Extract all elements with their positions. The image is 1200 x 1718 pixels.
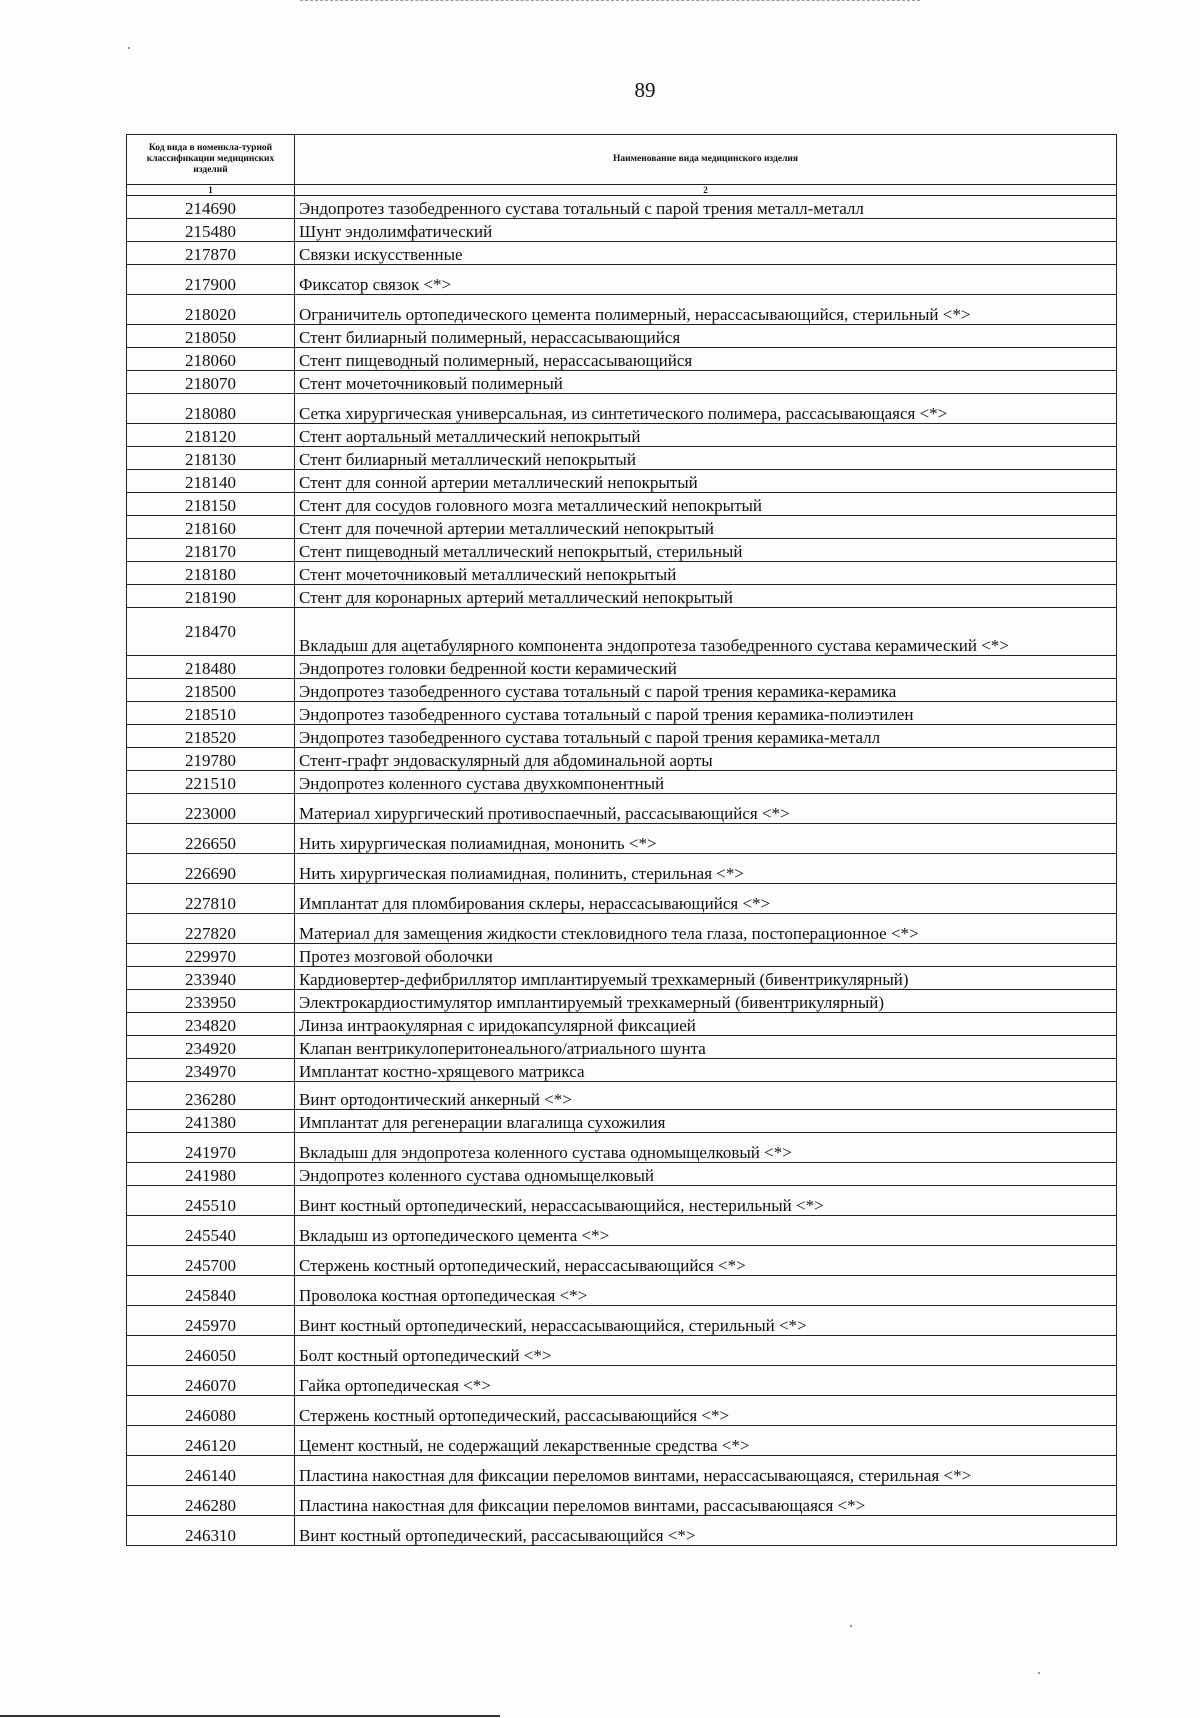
column-number-2: 2 [295,185,1117,196]
row-code-cell: 218190 [127,585,295,608]
table-row [127,219,1117,242]
row-name-cell: Болт костный ортопедический <*> [295,1336,1117,1366]
table-row [127,394,1117,424]
table-row [127,493,1117,516]
row-name-cell: Пластина накостная для фиксации переломов винтами, нерассасывающаяся, стерильная <*> [295,1456,1117,1486]
header-code-column: Код вида в номенкла-турной классификации медицинских изделий [127,135,295,185]
row-name-cell: Стержень костный ортопедический, рассасывающийся <*> [295,1396,1117,1426]
table-row [127,967,1117,990]
row-name-cell: Эндопротез тазобедренного сустава тотальный с парой трения керамика-керамика [295,679,1117,702]
row-code-cell: 245540 [127,1216,295,1246]
row-code-cell: 218150 [127,493,295,516]
table-row [127,702,1117,725]
table-row [127,854,1117,884]
table-row [127,470,1117,493]
header-name-column: Наименование вида медицинского изделия [295,135,1117,185]
row-name-cell: Имплантат костно-хрящевого матрикса [295,1059,1117,1082]
row-name-cell: Стент мочеточниковый полимерный [295,371,1117,394]
row-code-cell: 245970 [127,1306,295,1336]
table-row [127,748,1117,771]
row-code-cell: 218070 [127,371,295,394]
row-code-cell: 234820 [127,1013,295,1036]
row-name-cell: Связки искусственные [295,242,1117,265]
row-code-cell: 218160 [127,516,295,539]
table-row [127,1133,1117,1163]
table-row [127,1216,1117,1246]
row-code-cell: 218130 [127,447,295,470]
row-code-cell: 223000 [127,794,295,824]
table-row [127,1486,1117,1516]
row-name-cell: Эндопротез головки бедренной кости керамический [295,656,1117,679]
row-name-cell: Электрокардиостимулятор имплантируемый трехкамерный (бивентрикулярный) [295,990,1117,1013]
row-code-cell: 227820 [127,914,295,944]
row-name-cell: Эндопротез тазобедренного сустава тотальный с парой трения керамика-полиэтилен [295,702,1117,725]
row-name-cell: Винт ортодонтический анкерный <*> [295,1082,1117,1110]
row-code-cell: 246080 [127,1396,295,1426]
table-row [127,990,1117,1013]
table-row [127,1110,1117,1133]
row-code-cell: 246310 [127,1516,295,1546]
row-name-cell: Стержень костный ортопедический, нерассасывающийся <*> [295,1246,1117,1276]
row-code-cell: 218140 [127,470,295,493]
row-code-cell: 233940 [127,967,295,990]
table-row [127,371,1117,394]
page-number: 89 [634,78,656,102]
row-name-cell: Эндопротез тазобедренного сустава тотальный с парой трения металл-металл [295,196,1117,219]
table-row [127,295,1117,325]
table-row [127,944,1117,967]
table-header-row [127,135,1117,185]
row-name-cell: Стент-графт эндоваскулярный для абдоминальной аорты [295,748,1117,771]
row-code-cell: 218480 [127,656,295,679]
table-row [127,1059,1117,1082]
row-name-cell: Имплантат для пломбирования склеры, нерассасывающийся <*> [295,884,1117,914]
scan-speck [128,47,130,49]
row-name-cell: Стент для коронарных артерий металлический непокрытый [295,585,1117,608]
row-name-cell: Стент билиарный полимерный, нерассасывающийся [295,325,1117,348]
row-code-cell: 233950 [127,990,295,1013]
row-code-cell: 218520 [127,725,295,748]
scan-top-edge [300,0,920,3]
table-row [127,325,1117,348]
table-row [127,1163,1117,1186]
row-code-cell: 217870 [127,242,295,265]
table-row [127,1276,1117,1306]
table-row [127,1336,1117,1366]
row-code-cell: 241980 [127,1163,295,1186]
row-name-cell: Винт костный ортопедический, нерассасывающийся, стерильный <*> [295,1306,1117,1336]
row-code-cell: 234970 [127,1059,295,1082]
row-name-cell: Стент для сонной артерии металлический непокрытый [295,470,1117,493]
table-row [127,914,1117,944]
row-code-cell: 246120 [127,1426,295,1456]
table-body [127,196,1117,1546]
table-row [127,824,1117,854]
table-row [127,1426,1117,1456]
row-name-cell: Гайка ортопедическая <*> [295,1366,1117,1396]
row-code-cell: 229970 [127,944,295,967]
table-row [127,562,1117,585]
table-row [127,1036,1117,1059]
row-code-cell: 221510 [127,771,295,794]
row-name-cell: Стент для почечной артерии металлический непокрытый [295,516,1117,539]
row-code-cell: 246050 [127,1336,295,1366]
row-name-cell: Кардиовертер-дефибриллятор имплантируемый трехкамерный (бивентрикулярный) [295,967,1117,990]
row-name-cell: Стент пищеводный полимерный, нерассасывающийся [295,348,1117,371]
table-row [127,585,1117,608]
row-code-cell: 246280 [127,1486,295,1516]
row-code-cell: 218170 [127,539,295,562]
table-row [127,1516,1117,1546]
table-row [127,1082,1117,1110]
table-row [127,516,1117,539]
row-name-cell: Линза интраокулярная с иридокапсулярной фиксацией [295,1013,1117,1036]
row-name-cell: Клапан вентрикулоперитонеального/атриального шунта [295,1036,1117,1059]
row-code-cell: 236280 [127,1082,295,1110]
table-row [127,794,1117,824]
row-name-cell: Винт костный ортопедический, нерассасывающийся, нестерильный <*> [295,1186,1117,1216]
row-code-cell: 218020 [127,295,295,325]
row-code-cell: 241970 [127,1133,295,1163]
row-name-cell: Шунт эндолимфатический [295,219,1117,242]
row-name-cell: Эндопротез тазобедренного сустава тотальный с парой трения керамика-металл [295,725,1117,748]
table-row [127,679,1117,702]
row-code-cell: 226650 [127,824,295,854]
row-name-cell: Фиксатор связок <*> [295,265,1117,295]
table-row [127,656,1117,679]
scan-speck [1038,1672,1040,1674]
table-row [127,725,1117,748]
row-code-cell: 218470 [127,608,295,656]
row-name-cell: Стент аортальный металлический непокрытый [295,424,1117,447]
row-code-cell: 218120 [127,424,295,447]
row-code-cell: 218050 [127,325,295,348]
row-name-cell: Нить хирургическая полиамидная, полинить, стерильная <*> [295,854,1117,884]
table-row [127,265,1117,295]
row-name-cell: Стент билиарный металлический непокрытый [295,447,1117,470]
row-name-cell: Материал для замещения жидкости стекловидного тела глаза, постоперационное <*> [295,914,1117,944]
row-code-cell: 218080 [127,394,295,424]
table-row [127,1396,1117,1426]
table-row [127,884,1117,914]
row-name-cell: Стент для сосудов головного мозга металлический непокрытый [295,493,1117,516]
row-code-cell: 218510 [127,702,295,725]
row-code-cell: 246070 [127,1366,295,1396]
row-name-cell: Материал хирургический противоспаечный, рассасывающийся <*> [295,794,1117,824]
row-name-cell: Эндопротез коленного сустава двухкомпонентный [295,771,1117,794]
row-name-cell: Стент пищеводный металлический непокрытый, стерильный [295,539,1117,562]
row-code-cell: 227810 [127,884,295,914]
row-code-cell: 218180 [127,562,295,585]
row-code-cell: 245840 [127,1276,295,1306]
table-row [127,1013,1117,1036]
row-code-cell: 241380 [127,1110,295,1133]
row-name-cell: Винт костный ортопедический, рассасывающийся <*> [295,1516,1117,1546]
row-name-cell: Стент мочеточниковый металлический непокрытый [295,562,1117,585]
table-column-number-row [127,185,1117,196]
row-name-cell: Цемент костный, не содержащий лекарственные средства <*> [295,1426,1117,1456]
table-row [127,1246,1117,1276]
scan-speck [850,1625,852,1627]
row-code-cell: 218060 [127,348,295,371]
table-row [127,1456,1117,1486]
row-name-cell: Сетка хирургическая универсальная, из синтетического полимера, рассасывающаяся <*> [295,394,1117,424]
row-name-cell: Пластина накостная для фиксации переломов винтами, рассасывающаяся <*> [295,1486,1117,1516]
row-code-cell: 214690 [127,196,295,219]
table-row [127,424,1117,447]
row-code-cell: 219780 [127,748,295,771]
table-row [127,447,1117,470]
row-code-cell: 234920 [127,1036,295,1059]
row-name-cell: Протез мозговой оболочки [295,944,1117,967]
row-name-cell: Вкладыш из ортопедического цемента <*> [295,1216,1117,1246]
row-code-cell: 246140 [127,1456,295,1486]
row-code-cell: 215480 [127,219,295,242]
table-row [127,1366,1117,1396]
row-code-cell: 245700 [127,1246,295,1276]
row-name-cell: Эндопротез коленного сустава одномыщелковый [295,1163,1117,1186]
table-row [127,196,1117,219]
row-name-cell: Вкладыш для эндопротеза коленного сустава одномыщелковый <*> [295,1133,1117,1163]
device-classification-table [126,134,1117,1546]
row-code-cell: 245510 [127,1186,295,1216]
table-row [127,608,1117,656]
scan-bottom-edge [0,1715,500,1717]
row-name-cell: Нить хирургическая полиамидная, мононить <*> [295,824,1117,854]
table-row [127,242,1117,265]
row-code-cell: 226690 [127,854,295,884]
table-row [127,1186,1117,1216]
row-name-cell: Имплантат для регенерации влагалища сухожилия [295,1110,1117,1133]
row-code-cell: 217900 [127,265,295,295]
row-code-cell: 218500 [127,679,295,702]
column-number-1: 1 [127,185,295,196]
table-row [127,1306,1117,1336]
table-row [127,539,1117,562]
row-name-cell: Вкладыш для ацетабулярного компонента эндопротеза тазобедренного сустава керамический <*> [295,608,1117,656]
table-row [127,771,1117,794]
table-row [127,348,1117,371]
row-name-cell: Проволока костная ортопедическая <*> [295,1276,1117,1306]
row-name-cell: Ограничитель ортопедического цемента полимерный, нерассасывающийся, стерильный <*> [295,295,1117,325]
